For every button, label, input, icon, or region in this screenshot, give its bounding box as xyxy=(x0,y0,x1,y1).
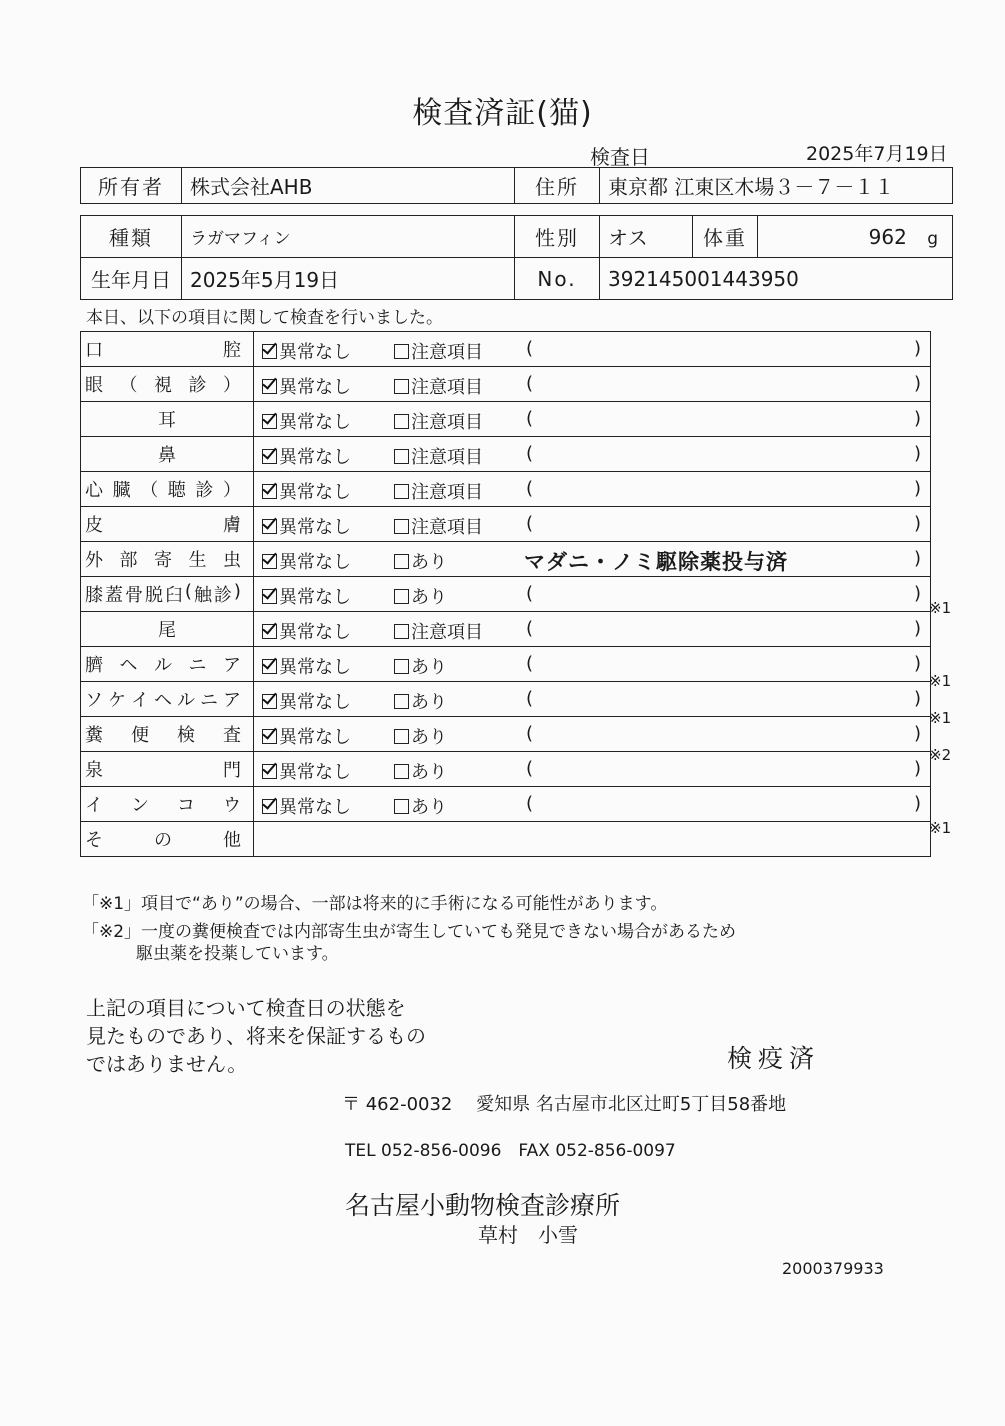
normal-checkbox[interactable] xyxy=(262,688,351,714)
left-paren: ( xyxy=(526,653,534,674)
item-name xyxy=(81,752,254,787)
item-result xyxy=(254,507,931,542)
normal-label: 異常なし xyxy=(279,692,351,713)
abnormal-checkbox[interactable] xyxy=(394,618,483,644)
item-name xyxy=(81,542,254,577)
other-label: そ の 他 xyxy=(85,830,241,851)
footnote-1: 「※1」項目で“あり”の場合、一部は将来的に手術になる可能性があります。 xyxy=(82,894,668,914)
weight-cell xyxy=(758,216,953,258)
clinic-name: 名古屋小動物検査診療所 xyxy=(345,1191,621,1220)
empty-box-icon xyxy=(394,344,409,359)
left-paren: ( xyxy=(526,583,534,604)
checked-box-icon xyxy=(262,379,277,394)
normal-label: 異常なし xyxy=(279,342,351,363)
normal-label: 異常なし xyxy=(279,587,351,608)
abnormal-label: あり xyxy=(411,797,447,818)
item-result xyxy=(254,682,931,717)
item-name-text: 臍 ヘ ル ニ ア xyxy=(85,655,241,676)
empty-box-icon xyxy=(394,379,409,394)
exam-date-label: 検査日 xyxy=(590,145,650,169)
abnormal-checkbox[interactable] xyxy=(394,338,483,364)
right-paren: ) xyxy=(914,513,922,534)
address-value: 東京都 江東区木場３－７－１１ xyxy=(600,168,953,204)
disclaimer-line: ではありません。 xyxy=(86,1052,248,1076)
item-name-text: 糞 便 検 査 xyxy=(85,725,241,746)
address-label: 住所 xyxy=(515,168,600,204)
item-result xyxy=(254,717,931,752)
postal-address: 〒 462-0032 愛知県 名古屋市北区辻町5丁目58番地 xyxy=(342,1094,787,1115)
left-paren: ( xyxy=(526,688,534,709)
birth-value: 2025年5月19日 xyxy=(182,258,515,300)
weight-label: 体重 xyxy=(693,216,758,258)
item-name-text: 膝 蓋 骨 脱 臼 ( 触 診 ) xyxy=(85,581,241,606)
checked-box-icon xyxy=(262,414,277,429)
abnormal-label: あり xyxy=(411,657,447,678)
abnormal-label: あり xyxy=(411,727,447,748)
left-paren: ( xyxy=(526,478,534,499)
item-name xyxy=(81,717,254,752)
abnormal-label: 注意項目 xyxy=(411,622,483,643)
number-value: 392145001443950 xyxy=(600,258,953,300)
item-result xyxy=(254,332,931,367)
empty-box-icon xyxy=(394,484,409,499)
normal-label: 異常なし xyxy=(279,482,351,503)
left-paren: ( xyxy=(526,373,534,394)
right-paren: ) xyxy=(914,723,922,744)
left-paren: ( xyxy=(526,723,534,744)
detail-text: マダニ・ノミ駆除薬投与済 xyxy=(524,550,788,574)
empty-box-icon xyxy=(394,659,409,674)
abnormal-checkbox[interactable] xyxy=(394,443,483,469)
note-marker: ※2 xyxy=(929,745,952,764)
normal-checkbox[interactable] xyxy=(262,373,351,399)
table-row xyxy=(81,717,931,752)
normal-label: 異常なし xyxy=(279,797,351,818)
right-paren: ) xyxy=(914,443,922,464)
owner-label: 所有者 xyxy=(81,168,182,204)
checked-box-icon xyxy=(262,344,277,359)
weight-value: 962 xyxy=(868,224,907,249)
normal-checkbox[interactable] xyxy=(262,408,351,434)
checked-box-icon xyxy=(262,449,277,464)
right-paren: ) xyxy=(914,583,922,604)
disclaimer xyxy=(86,994,426,1078)
empty-box-icon xyxy=(394,729,409,744)
item-name xyxy=(81,577,254,612)
right-paren: ) xyxy=(914,548,922,569)
abnormal-checkbox[interactable] xyxy=(394,513,483,539)
table-row xyxy=(81,402,931,437)
normal-checkbox[interactable] xyxy=(262,548,351,574)
item-name xyxy=(81,332,254,367)
left-paren: ( xyxy=(526,758,534,779)
empty-box-icon xyxy=(394,694,409,709)
normal-label: 異常なし xyxy=(279,412,351,433)
item-name xyxy=(81,507,254,542)
left-paren: ( xyxy=(526,513,534,534)
veterinarian-name: 草村 小雪 xyxy=(478,1223,578,1247)
normal-label: 異常なし xyxy=(279,727,351,748)
table-row xyxy=(81,367,931,402)
right-paren: ) xyxy=(914,793,922,814)
disclaimer-line: 見たものであり、将来を保証するもの xyxy=(86,1024,426,1048)
item-name xyxy=(81,647,254,682)
breed-label: 種類 xyxy=(81,216,182,258)
empty-box-icon xyxy=(394,799,409,814)
animal-table xyxy=(80,215,953,300)
right-paren: ) xyxy=(914,688,922,709)
checked-box-icon xyxy=(262,624,277,639)
abnormal-label: 注意項目 xyxy=(411,377,483,398)
checked-box-icon xyxy=(262,729,277,744)
document-code: 2000379933 xyxy=(782,1259,884,1278)
item-name xyxy=(81,472,254,507)
abnormal-checkbox[interactable] xyxy=(394,758,447,784)
abnormal-label: 注意項目 xyxy=(411,447,483,468)
abnormal-label: 注意項目 xyxy=(411,342,483,363)
abnormal-label: 注意項目 xyxy=(411,482,483,503)
abnormal-checkbox[interactable] xyxy=(394,478,483,504)
inspection-table xyxy=(80,331,931,857)
normal-checkbox[interactable] xyxy=(262,443,351,469)
normal-checkbox[interactable] xyxy=(262,723,351,749)
empty-box-icon xyxy=(394,414,409,429)
checked-box-icon xyxy=(262,799,277,814)
normal-checkbox[interactable] xyxy=(262,338,351,364)
checked-box-icon xyxy=(262,659,277,674)
normal-label: 異常なし xyxy=(279,762,351,783)
abnormal-label: あり xyxy=(411,762,447,783)
table-row xyxy=(81,437,931,472)
item-name: 耳 xyxy=(81,402,254,437)
weight-unit: g xyxy=(927,228,938,249)
intro-text: 本日、以下の項目に関して検査を行いました。 xyxy=(86,308,443,328)
item-name xyxy=(81,367,254,402)
other-label-cell xyxy=(81,822,254,857)
abnormal-label: あり xyxy=(411,692,447,713)
item-name-text: 泉 門 xyxy=(85,760,241,781)
checked-box-icon xyxy=(262,589,277,604)
item-name-text: ソ ケ イ ヘ ル ニ ア xyxy=(85,690,241,711)
birth-label: 生年月日 xyxy=(81,258,182,300)
abnormal-checkbox[interactable] xyxy=(394,723,447,749)
other-value xyxy=(254,822,931,857)
item-result xyxy=(254,647,931,682)
abnormal-checkbox[interactable] xyxy=(394,688,447,714)
abnormal-label: あり xyxy=(411,587,447,608)
checked-box-icon xyxy=(262,694,277,709)
normal-label: 異常なし xyxy=(279,447,351,468)
item-name-text: イ ン コ ウ xyxy=(85,795,241,816)
normal-checkbox[interactable] xyxy=(262,478,351,504)
empty-box-icon xyxy=(394,624,409,639)
table-row xyxy=(81,577,931,612)
item-name-text: 外 部 寄 生 虫 xyxy=(85,550,241,571)
right-paren: ) xyxy=(914,338,922,359)
abnormal-checkbox[interactable] xyxy=(394,373,483,399)
checked-box-icon xyxy=(262,554,277,569)
right-paren: ) xyxy=(914,373,922,394)
table-row xyxy=(81,542,931,577)
table-row xyxy=(81,472,931,507)
abnormal-checkbox[interactable] xyxy=(394,583,447,609)
normal-checkbox[interactable] xyxy=(262,513,351,539)
normal-checkbox[interactable] xyxy=(262,618,351,644)
note-marker: ※1 xyxy=(929,709,952,727)
exam-date: 2025年7月19日 xyxy=(806,143,948,165)
normal-checkbox[interactable] xyxy=(262,793,351,819)
right-paren: ) xyxy=(914,408,922,429)
normal-label: 異常なし xyxy=(279,622,351,643)
right-paren: ) xyxy=(914,478,922,499)
item-name xyxy=(81,787,254,822)
abnormal-checkbox[interactable] xyxy=(394,408,483,434)
left-paren: ( xyxy=(526,443,534,464)
normal-label: 異常なし xyxy=(279,377,351,398)
tel-fax: TEL 052-856-0096 FAX 052-856-0097 xyxy=(345,1141,676,1161)
right-paren: ) xyxy=(914,618,922,639)
left-paren: ( xyxy=(526,338,534,359)
abnormal-checkbox[interactable] xyxy=(394,793,447,819)
number-label: No. xyxy=(515,258,600,300)
right-paren: ) xyxy=(914,653,922,674)
owner-value: 株式会社AHB xyxy=(182,168,515,204)
table-row xyxy=(81,612,931,647)
item-result xyxy=(254,367,931,402)
normal-checkbox[interactable] xyxy=(262,653,351,679)
empty-box-icon xyxy=(394,554,409,569)
note-marker: ※1 xyxy=(929,819,952,838)
item-name-text: 口 腔 xyxy=(85,340,241,361)
sex-label: 性別 xyxy=(515,216,600,258)
sex-value: オス xyxy=(600,216,693,258)
empty-box-icon xyxy=(394,764,409,779)
item-result xyxy=(254,787,931,822)
item-result xyxy=(254,577,931,612)
normal-label: 異常なし xyxy=(279,657,351,678)
abnormal-label: 注意項目 xyxy=(411,412,483,433)
checked-box-icon xyxy=(262,519,277,534)
abnormal-label: 注意項目 xyxy=(411,517,483,538)
item-name: 鼻 xyxy=(81,437,254,472)
left-paren: ( xyxy=(526,408,534,429)
item-result xyxy=(254,542,931,577)
empty-box-icon xyxy=(394,519,409,534)
left-paren: ( xyxy=(526,793,534,814)
footnote-2: 「※2」一度の糞便検査では内部寄生虫が寄生していても発見できない場合があるため xyxy=(82,922,737,942)
quarantine-stamp: 検疫済 xyxy=(727,1044,821,1073)
normal-label: 異常なし xyxy=(279,552,351,573)
disclaimer-line: 上記の項目について検査日の状態を xyxy=(86,996,406,1020)
left-paren: ( xyxy=(526,618,534,639)
abnormal-label: あり xyxy=(411,552,447,573)
checked-box-icon xyxy=(262,764,277,779)
item-name-text: 皮 膚 xyxy=(85,515,241,536)
checked-box-icon xyxy=(262,484,277,499)
table-row xyxy=(81,787,931,822)
item-result xyxy=(254,472,931,507)
item-name: 尾 xyxy=(81,612,254,647)
table-row xyxy=(81,647,931,682)
item-name-text: 心 臓 （ 聴 診 ） xyxy=(85,480,241,501)
abnormal-checkbox[interactable] xyxy=(394,653,447,679)
item-result xyxy=(254,437,931,472)
table-row xyxy=(81,682,931,717)
item-name xyxy=(81,682,254,717)
item-result xyxy=(254,752,931,787)
item-name-text: 眼 （ 視 診 ） xyxy=(85,375,241,396)
normal-label: 異常なし xyxy=(279,517,351,538)
document-title: 検査済証(猫) xyxy=(412,96,593,131)
note-marker: ※1 xyxy=(929,672,952,691)
table-row xyxy=(81,507,931,542)
item-result xyxy=(254,402,931,437)
table-row xyxy=(81,332,931,367)
empty-box-icon xyxy=(394,449,409,464)
empty-box-icon xyxy=(394,589,409,604)
owner-table xyxy=(80,167,953,204)
normal-checkbox[interactable] xyxy=(262,758,351,784)
footnote-2-continued: 駆虫薬を投薬しています。 xyxy=(136,944,339,964)
breed-value: ラガマフィン xyxy=(182,216,515,258)
abnormal-checkbox[interactable] xyxy=(394,548,447,574)
note-marker: ※1 xyxy=(929,598,952,617)
item-result xyxy=(254,612,931,647)
normal-checkbox[interactable] xyxy=(262,583,351,609)
table-row xyxy=(81,752,931,787)
right-paren: ) xyxy=(914,758,922,779)
